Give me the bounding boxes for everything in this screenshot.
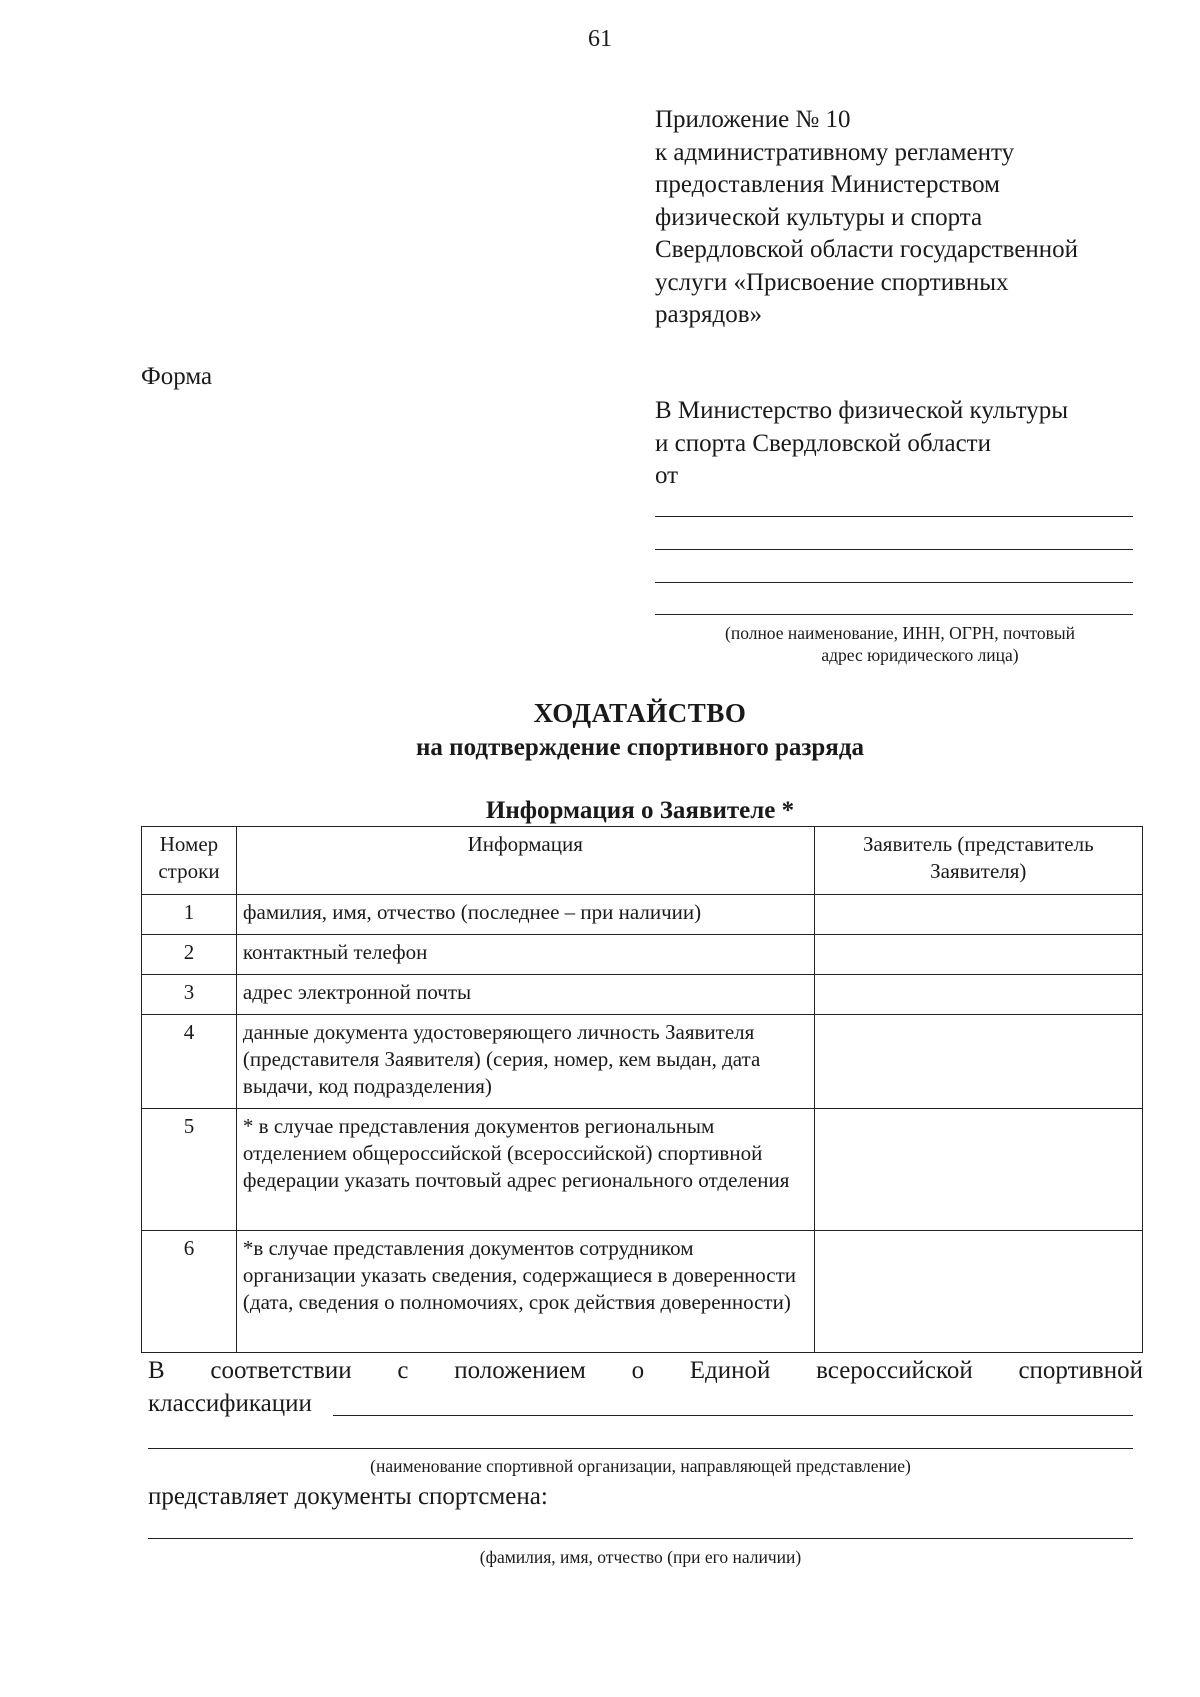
row-information: *в случае представления документов сотрудником организации указать сведения, содержащиеся в доверенности (дата, сведения о полномочиях, срок действия доверенности) xyxy=(236,1231,814,1353)
sender-caption-line: адрес юридического лица) xyxy=(821,645,1019,665)
row-information: * в случае представления документов региональным отделением общероссийской (всероссийской) спортивной федерации указать почтовый адрес регионального отделения xyxy=(236,1109,814,1231)
statement-word: Единой xyxy=(689,1357,771,1384)
recipient-line: В Министерство физической культуры xyxy=(655,397,1069,424)
appendix-line: физической культуры и спорта xyxy=(655,203,983,231)
page-number: 61 xyxy=(588,26,612,52)
applicant-info-table xyxy=(141,826,1143,1353)
appendix-line: разрядов» xyxy=(655,301,762,328)
table-row xyxy=(142,935,1143,975)
appendix-line: Свердловской области государственной xyxy=(655,236,1079,263)
header-row-number: Номер строки xyxy=(142,827,237,895)
statement-line xyxy=(148,1357,1143,1385)
presents-documents-text: представляет документы спортсмена: xyxy=(148,1483,548,1510)
appendix-line: Приложение № 10 xyxy=(655,106,851,133)
row-number: 4 xyxy=(142,1015,237,1109)
appendix-block xyxy=(655,104,1175,332)
applicant-value-cell[interactable] xyxy=(814,975,1142,1015)
applicant-value-cell[interactable] xyxy=(814,935,1142,975)
athlete-fill-line[interactable] xyxy=(148,1538,1133,1539)
sender-caption-line: (полное наименование, ИНН, ОГРН, почтовый xyxy=(725,623,1075,643)
organization-caption: (наименование спортивной организации, направляющей представление) xyxy=(370,1456,911,1476)
classification-word: классификации xyxy=(148,1390,312,1417)
document-title: ХОДАТАЙСТВО xyxy=(533,698,747,728)
appendix-line: услуги «Присвоение спортивных xyxy=(655,268,1009,296)
table-row xyxy=(142,895,1143,935)
table-caption: Информация о Заявителе * xyxy=(485,797,795,824)
table-row xyxy=(142,1109,1143,1231)
sender-caption xyxy=(655,622,1145,666)
header-information: Информация xyxy=(236,827,814,895)
row-number: 6 xyxy=(142,1231,237,1353)
table-row xyxy=(142,975,1143,1015)
applicant-value-cell[interactable] xyxy=(814,895,1142,935)
row-information: контактный телефон xyxy=(236,935,814,975)
row-number: 3 xyxy=(142,975,237,1015)
table-row xyxy=(142,1015,1143,1109)
statement-word: соответствии xyxy=(210,1357,352,1384)
sender-fill-line[interactable] xyxy=(655,582,1133,583)
document-subtitle: на подтверждение спортивного разряда xyxy=(416,734,864,761)
applicant-value-cell[interactable] xyxy=(814,1231,1142,1353)
form-label: Форма xyxy=(141,363,213,390)
sender-fill-line[interactable] xyxy=(655,549,1133,550)
recipient-line: от xyxy=(655,462,679,489)
athlete-caption: (фамилия, имя, отчество (при его наличии) xyxy=(479,1547,802,1567)
recipient-block xyxy=(655,395,1175,493)
statement-word: о xyxy=(631,1357,645,1384)
statement-word: В xyxy=(148,1357,165,1384)
organization-fill-line[interactable] xyxy=(148,1448,1133,1449)
statement-word: с xyxy=(397,1357,409,1384)
applicant-value-cell[interactable] xyxy=(814,1015,1142,1109)
row-information: фамилия, имя, отчество (последнее – при наличии) xyxy=(236,895,814,935)
statement-word: положением xyxy=(454,1357,586,1384)
statement-word: спортивной xyxy=(1018,1357,1143,1384)
row-number: 2 xyxy=(142,935,237,975)
row-information: данные документа удостоверяющего личность Заявителя (представителя Заявителя) (серия, номер, кем выдан, дата выдачи, код подразделения) xyxy=(236,1015,814,1109)
organization-fill-line[interactable] xyxy=(333,1415,1133,1416)
recipient-line: и спорта Свердловской области xyxy=(655,429,991,457)
row-information: адрес электронной почты xyxy=(236,975,814,1015)
table-row xyxy=(142,1231,1143,1353)
row-number: 1 xyxy=(142,895,237,935)
statement-word: всероссийской xyxy=(816,1357,973,1384)
sender-fill-line[interactable] xyxy=(655,614,1133,615)
appendix-line: к административному регламенту xyxy=(655,138,1015,166)
table-header-row xyxy=(142,827,1143,895)
sender-fill-line[interactable] xyxy=(655,516,1133,517)
header-applicant: Заявитель (представитель Заявителя) xyxy=(814,827,1142,895)
row-number: 5 xyxy=(142,1109,237,1231)
appendix-line: предоставления Министерством xyxy=(655,171,1000,198)
applicant-value-cell[interactable] xyxy=(814,1109,1142,1231)
